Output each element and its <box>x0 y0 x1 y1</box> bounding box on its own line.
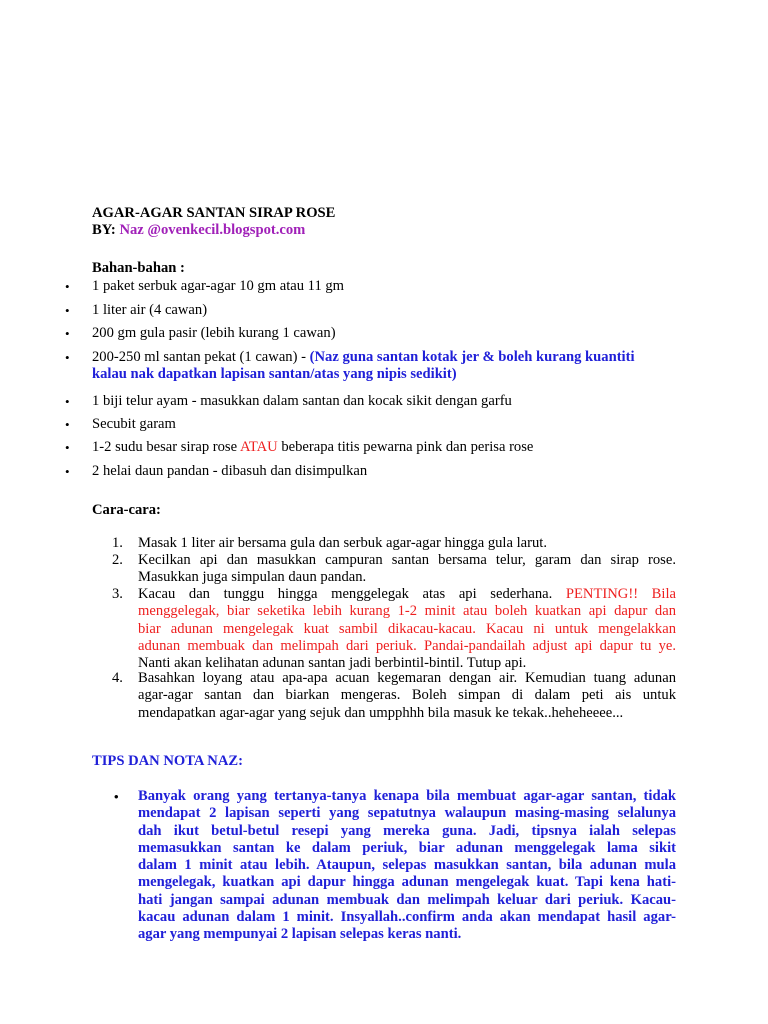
method-step <box>112 552 676 587</box>
important-note: adunan membuak dan melimpah dari periuk. Pandai-pandailah adjust api dapur tu ye. <box>138 637 676 654</box>
tips-heading: TIPS DAN NOTA NAZ: <box>92 753 243 769</box>
bullet-icon: • <box>65 394 70 409</box>
by-label: BY: <box>92 222 116 238</box>
ingredients-heading: Bahan-bahan : <box>92 260 185 276</box>
step-number: 4. <box>112 670 123 686</box>
step-text: agar-agar santan dan biarkan mengeras. Boleh simpan di dalam peti ais untuk <box>138 687 676 704</box>
ingredient-text: 1 biji telur ayam - masukkan dalam santan dan kocak sikit dengan garfu <box>92 393 512 409</box>
ingredient-item <box>65 302 742 319</box>
ingredient-text-rest: beberapa titis pewarna pink dan perisa rose <box>277 439 534 455</box>
author-link[interactable]: Naz @ovenkecil.blogspot.com <box>119 222 306 238</box>
step-text: Kacau dan tunggu hingga menggelegak atas api sederhana. <box>138 586 566 602</box>
ingredient-item <box>65 393 742 410</box>
tip-item <box>114 788 676 944</box>
tip-text: agar yang mempunyai 2 lapisan selepas keras nanti. <box>138 926 462 943</box>
ingredient-text: 200 gm gula pasir (lebih kurang 1 cawan) <box>92 325 336 341</box>
ingredient-text: 1 paket serbuk agar-agar 10 gm atau 11 gm <box>92 278 345 294</box>
tip-text: Banyak orang yang tertanya-tanya kenapa bila membuat agar-agar santan, tidak <box>138 788 676 804</box>
tip-text: mengelegak, kuatkan api dapur hingga adunan mengelegak kuat. Tapi kena hati- <box>138 874 676 891</box>
ingredient-item <box>65 349 742 384</box>
ingredient-text: 1 liter air (4 cawan) <box>92 302 208 318</box>
ingredient-item <box>65 416 742 433</box>
ingredient-item <box>65 278 742 295</box>
ingredient-note-cont: kalau nak dapatkan lapisan santan/atas yang nipis sedikit) <box>92 366 457 383</box>
bullet-icon: • <box>65 464 70 479</box>
bullet-icon: • <box>65 417 70 432</box>
ingredient-text: 200-250 ml santan pekat (1 cawan) - <box>92 349 310 365</box>
tip-text: dalam 1 minit atau lebih. Ataupun, selepas masukkan santan, bila adunan mula <box>138 857 676 874</box>
important-note: PENTING!! Bila <box>565 586 676 602</box>
recipe-title: AGAR-AGAR SANTAN SIRAP ROSE <box>92 205 336 221</box>
ingredient-item <box>65 463 742 480</box>
bullet-icon: • <box>65 303 70 318</box>
step-text: Basahkan loyang atau apa-apa acuan kegemaran dengan air. Kemudian tuang adunan <box>138 670 676 686</box>
step-text: Kecilkan api dan masukkan campuran santan bersama telur, garam dan sirap rose. <box>138 552 676 568</box>
step-text: Nanti akan kelihatan adunan santan jadi berbintil-bintil. Tutup api. <box>138 655 527 672</box>
bullet-icon: • <box>65 279 70 294</box>
step-text: mendapatkan agar-agar yang sejuk dan umpphhh bila masuk ke tekak..heheheeee... <box>138 704 624 721</box>
tip-text: dah ikut betul-betul resepi yang mereka guna. Jadi, tipsnya ialah selepas <box>138 822 676 839</box>
important-note: menggelegak, biar seketika lebih kurang 1-2 minit atau boleh kuatkan api dapur dan <box>138 603 676 620</box>
important-note: biar adunan mengelegak kuat sambil dikacau-kacau. Kacau ni untuk mengelakkan <box>138 620 676 637</box>
method-heading: Cara-cara: <box>92 502 161 518</box>
step-number: 3. <box>112 586 123 602</box>
ingredient-text: 1-2 sudu besar sirap rose <box>92 439 240 455</box>
step-number: 1. <box>112 535 123 551</box>
step-number: 2. <box>112 552 123 568</box>
bullet-icon: • <box>114 789 119 804</box>
bullet-icon: • <box>65 440 70 455</box>
atau-highlight: ATAU <box>239 439 278 455</box>
step-text: Masukkan juga simpulan daun pandan. <box>138 569 367 586</box>
bullet-icon: • <box>65 350 70 365</box>
tip-text: kacau adunan dalam 1 minit. Insyallah..confirm anda akan mendapat hasil agar- <box>138 909 676 926</box>
author-byline <box>92 222 305 239</box>
ingredient-text: 2 helai daun pandan - dibasuh dan disimpulkan <box>92 463 368 479</box>
ingredient-item <box>65 439 742 456</box>
bullet-icon: • <box>65 326 70 341</box>
tip-text: hati jangan sampai adunan membuak dan melimpah keluar dari periuk. Kacau- <box>138 891 676 908</box>
tip-text: memasukkan santan ke dalam periuk, biar adunan menggelegak lama sikit <box>138 839 676 856</box>
tip-text: mendapat 2 lapisan seperti yang sepatutnya walaupun masing-masing selalunya <box>138 805 676 822</box>
ingredient-note: (Naz guna santan kotak jer & boleh kurang kuantiti <box>309 349 635 365</box>
ingredient-item <box>65 325 742 342</box>
step-text: Masak 1 liter air bersama gula dan serbuk agar-agar hingga gula larut. <box>138 535 547 551</box>
ingredient-text: Secubit garam <box>92 416 176 432</box>
method-step <box>112 535 676 552</box>
method-step <box>112 586 676 672</box>
method-step <box>112 670 676 722</box>
